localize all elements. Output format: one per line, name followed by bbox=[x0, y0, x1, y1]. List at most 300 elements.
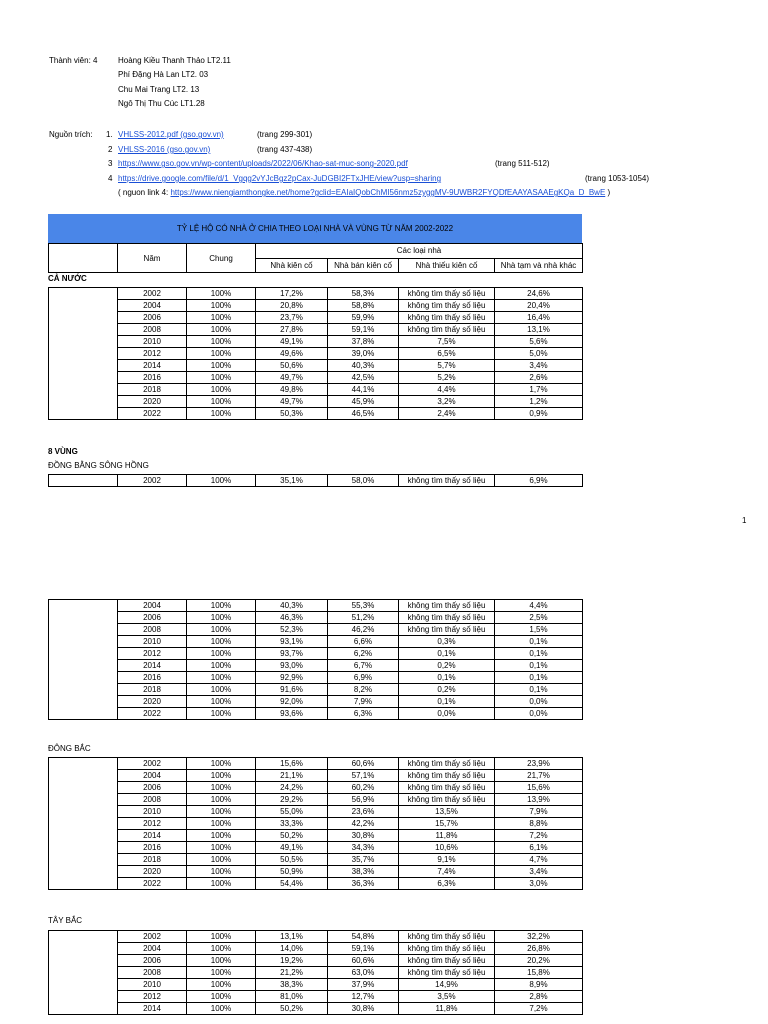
semi-solid-cell: 39,0% bbox=[328, 348, 399, 360]
semi-solid-cell: 60,6% bbox=[328, 758, 399, 770]
total-cell: 100% bbox=[187, 648, 256, 660]
less-solid-cell: 0,1% bbox=[399, 648, 495, 660]
semi-solid-cell: 60,2% bbox=[328, 782, 399, 794]
semi-solid-cell: 37,9% bbox=[328, 979, 399, 991]
table-row bbox=[49, 660, 583, 672]
table-row bbox=[49, 612, 583, 624]
temporary-cell: 6,1% bbox=[495, 842, 583, 854]
semi-solid-cell: 63,0% bbox=[328, 967, 399, 979]
row-blank bbox=[49, 396, 118, 408]
total-cell: 100% bbox=[187, 384, 256, 396]
total-cell: 100% bbox=[187, 672, 256, 684]
solid-cell: 50,3% bbox=[256, 408, 328, 420]
row-blank bbox=[49, 288, 118, 300]
temporary-cell: 4,4% bbox=[495, 600, 583, 612]
semi-solid-cell: 12,7% bbox=[328, 991, 399, 1003]
table-dbsh bbox=[48, 474, 583, 487]
row-blank bbox=[49, 818, 118, 830]
semi-solid-cell: 46,5% bbox=[328, 408, 399, 420]
table-row bbox=[49, 288, 583, 300]
header-less-solid: Nhà thiếu kiên cố bbox=[399, 259, 495, 273]
table-row bbox=[49, 866, 583, 878]
table-row bbox=[49, 878, 583, 890]
source-note-suffix: ) bbox=[605, 188, 611, 197]
row-blank bbox=[49, 636, 118, 648]
source-pages: (trang 299-301) bbox=[257, 130, 313, 139]
table-row bbox=[49, 396, 583, 408]
total-cell: 100% bbox=[187, 324, 256, 336]
row-blank bbox=[49, 408, 118, 420]
semi-solid-cell: 37,8% bbox=[328, 336, 399, 348]
less-solid-cell: 6,5% bbox=[399, 348, 495, 360]
semi-solid-cell: 59,1% bbox=[328, 943, 399, 955]
total-cell: 100% bbox=[187, 612, 256, 624]
semi-solid-cell: 6,2% bbox=[328, 648, 399, 660]
temporary-cell: 4,7% bbox=[495, 854, 583, 866]
source-pages: (trang 511-512) bbox=[495, 159, 550, 168]
row-blank bbox=[49, 708, 118, 720]
temporary-cell: 21,7% bbox=[495, 770, 583, 782]
less-solid-cell: 13,5% bbox=[399, 806, 495, 818]
table-row bbox=[49, 854, 583, 866]
row-blank bbox=[49, 991, 118, 1003]
row-blank bbox=[49, 624, 118, 636]
temporary-cell: 0,9% bbox=[495, 408, 583, 420]
row-blank bbox=[49, 672, 118, 684]
total-cell: 100% bbox=[187, 408, 256, 420]
solid-cell: 23,7% bbox=[256, 312, 328, 324]
year-cell: 2004 bbox=[118, 943, 187, 955]
row-blank bbox=[49, 600, 118, 612]
table-row bbox=[49, 991, 583, 1003]
header-year: Năm bbox=[118, 244, 187, 273]
table-row bbox=[49, 336, 583, 348]
semi-solid-cell: 58,3% bbox=[328, 288, 399, 300]
total-cell: 100% bbox=[187, 830, 256, 842]
year-cell: 2010 bbox=[118, 336, 187, 348]
temporary-cell: 2,8% bbox=[495, 991, 583, 1003]
less-solid-cell: không tìm thấy số liệu bbox=[399, 312, 495, 324]
sources-label: Nguồn trích: bbox=[49, 130, 93, 139]
total-cell: 100% bbox=[187, 758, 256, 770]
row-blank bbox=[49, 312, 118, 324]
row-blank bbox=[49, 967, 118, 979]
semi-solid-cell: 44,1% bbox=[328, 384, 399, 396]
solid-cell: 40,3% bbox=[256, 600, 328, 612]
table-row bbox=[49, 600, 583, 612]
semi-solid-cell: 51,2% bbox=[328, 612, 399, 624]
section-dong-bac: ĐÔNG BẮC bbox=[48, 744, 91, 753]
less-solid-cell: không tìm thấy số liệu bbox=[399, 612, 495, 624]
table-ca-nuoc bbox=[48, 287, 583, 420]
total-cell: 100% bbox=[187, 636, 256, 648]
solid-cell: 15,6% bbox=[256, 758, 328, 770]
year-cell: 2016 bbox=[118, 842, 187, 854]
total-cell: 100% bbox=[187, 955, 256, 967]
semi-solid-cell: 34,3% bbox=[328, 842, 399, 854]
less-solid-cell: không tìm thấy số liệu bbox=[399, 794, 495, 806]
table-title: TỶ LỆ HỘ CÓ NHÀ Ở CHIA THEO LOẠI NHÀ VÀ VÙNG TỪ NĂM 2002-2022 bbox=[48, 214, 582, 243]
less-solid-cell: không tìm thấy số liệu bbox=[399, 288, 495, 300]
temporary-cell: 0,1% bbox=[495, 648, 583, 660]
less-solid-cell: 4,4% bbox=[399, 384, 495, 396]
solid-cell: 52,3% bbox=[256, 624, 328, 636]
row-blank bbox=[49, 300, 118, 312]
less-solid-cell: không tìm thấy số liệu bbox=[399, 943, 495, 955]
temporary-cell: 23,9% bbox=[495, 758, 583, 770]
less-solid-cell: 7,4% bbox=[399, 866, 495, 878]
page-number: 1 bbox=[742, 516, 747, 525]
total-cell: 100% bbox=[187, 348, 256, 360]
temporary-cell: 0,0% bbox=[495, 708, 583, 720]
semi-solid-cell: 59,1% bbox=[328, 324, 399, 336]
year-cell: 2012 bbox=[118, 818, 187, 830]
semi-solid-cell: 58,8% bbox=[328, 300, 399, 312]
source-number: 3 bbox=[108, 159, 113, 168]
year-cell: 2022 bbox=[118, 878, 187, 890]
temporary-cell: 7,9% bbox=[495, 806, 583, 818]
row-blank bbox=[49, 1003, 118, 1015]
solid-cell: 93,0% bbox=[256, 660, 328, 672]
total-cell: 100% bbox=[187, 360, 256, 372]
source-link[interactable]: https://www.gso.gov.vn/wp-content/uploads/2022/06/Khao-sat-muc-song-2020.pdf bbox=[118, 159, 408, 168]
row-blank bbox=[49, 475, 118, 487]
temporary-cell: 0,1% bbox=[495, 636, 583, 648]
temporary-cell: 15,8% bbox=[495, 967, 583, 979]
year-cell: 2012 bbox=[118, 648, 187, 660]
year-cell: 2012 bbox=[118, 348, 187, 360]
year-cell: 2014 bbox=[118, 660, 187, 672]
semi-solid-cell: 60,6% bbox=[328, 955, 399, 967]
solid-cell: 20,8% bbox=[256, 300, 328, 312]
table-row bbox=[49, 794, 583, 806]
semi-solid-cell: 6,7% bbox=[328, 660, 399, 672]
solid-cell: 92,0% bbox=[256, 696, 328, 708]
row-blank bbox=[49, 842, 118, 854]
year-cell: 2002 bbox=[118, 758, 187, 770]
total-cell: 100% bbox=[187, 660, 256, 672]
table-row bbox=[49, 758, 583, 770]
less-solid-cell: 11,8% bbox=[399, 830, 495, 842]
source-pages: (trang 1053-1054) bbox=[585, 174, 650, 183]
semi-solid-cell: 46,2% bbox=[328, 624, 399, 636]
table-tay-bac bbox=[48, 930, 583, 1015]
row-blank bbox=[49, 372, 118, 384]
temporary-cell: 1,5% bbox=[495, 624, 583, 636]
semi-solid-cell: 55,3% bbox=[328, 600, 399, 612]
semi-solid-cell: 30,8% bbox=[328, 1003, 399, 1015]
header-total: Chung bbox=[187, 244, 256, 273]
source-number: 1. bbox=[106, 130, 113, 139]
total-cell: 100% bbox=[187, 696, 256, 708]
header-temporary: Nhà tạm và nhà khác bbox=[495, 259, 583, 273]
semi-solid-cell: 6,3% bbox=[328, 708, 399, 720]
semi-solid-cell: 30,8% bbox=[328, 830, 399, 842]
solid-cell: 27,8% bbox=[256, 324, 328, 336]
temporary-cell: 0,1% bbox=[495, 684, 583, 696]
less-solid-cell: 9,1% bbox=[399, 854, 495, 866]
header-semi-solid: Nhà bán kiên cố bbox=[328, 259, 399, 273]
semi-solid-cell: 42,5% bbox=[328, 372, 399, 384]
solid-cell: 49,7% bbox=[256, 372, 328, 384]
solid-cell: 13,1% bbox=[256, 931, 328, 943]
row-blank bbox=[49, 854, 118, 866]
total-cell: 100% bbox=[187, 624, 256, 636]
row-blank bbox=[49, 830, 118, 842]
table-row bbox=[49, 842, 583, 854]
less-solid-cell: không tìm thấy số liệu bbox=[399, 475, 495, 487]
solid-cell: 35,1% bbox=[256, 475, 328, 487]
solid-cell: 21,2% bbox=[256, 967, 328, 979]
year-cell: 2018 bbox=[118, 854, 187, 866]
temporary-cell: 8,9% bbox=[495, 979, 583, 991]
table-row bbox=[49, 943, 583, 955]
solid-cell: 49,7% bbox=[256, 396, 328, 408]
semi-solid-cell: 54,8% bbox=[328, 931, 399, 943]
solid-cell: 93,7% bbox=[256, 648, 328, 660]
less-solid-cell: 6,3% bbox=[399, 878, 495, 890]
table-row bbox=[49, 782, 583, 794]
less-solid-cell: 0,2% bbox=[399, 684, 495, 696]
year-cell: 2020 bbox=[118, 396, 187, 408]
member-name: Hoàng Kiều Thanh Thảo LT2.11 bbox=[118, 56, 231, 65]
less-solid-cell: không tìm thấy số liệu bbox=[399, 600, 495, 612]
table-row bbox=[49, 312, 583, 324]
semi-solid-cell: 6,6% bbox=[328, 636, 399, 648]
year-cell: 2018 bbox=[118, 384, 187, 396]
year-cell: 2022 bbox=[118, 408, 187, 420]
temporary-cell: 13,1% bbox=[495, 324, 583, 336]
temporary-cell: 7,2% bbox=[495, 1003, 583, 1015]
temporary-cell: 16,4% bbox=[495, 312, 583, 324]
row-blank bbox=[49, 782, 118, 794]
temporary-cell: 0,1% bbox=[495, 660, 583, 672]
semi-solid-cell: 57,1% bbox=[328, 770, 399, 782]
section-tay-bac: TÂY BẮC bbox=[48, 916, 83, 925]
year-cell: 2004 bbox=[118, 770, 187, 782]
row-blank bbox=[49, 979, 118, 991]
solid-cell: 50,2% bbox=[256, 1003, 328, 1015]
year-cell: 2014 bbox=[118, 360, 187, 372]
table-row bbox=[49, 696, 583, 708]
row-blank bbox=[49, 794, 118, 806]
temporary-cell: 20,4% bbox=[495, 300, 583, 312]
total-cell: 100% bbox=[187, 866, 256, 878]
solid-cell: 92,9% bbox=[256, 672, 328, 684]
row-blank bbox=[49, 931, 118, 943]
semi-solid-cell: 23,6% bbox=[328, 806, 399, 818]
source-note bbox=[118, 188, 610, 197]
less-solid-cell: 5,7% bbox=[399, 360, 495, 372]
less-solid-cell: không tìm thấy số liệu bbox=[399, 967, 495, 979]
row-blank bbox=[49, 878, 118, 890]
year-cell: 2006 bbox=[118, 955, 187, 967]
total-cell: 100% bbox=[187, 312, 256, 324]
total-cell: 100% bbox=[187, 931, 256, 943]
temporary-cell: 2,5% bbox=[495, 612, 583, 624]
total-cell: 100% bbox=[187, 396, 256, 408]
less-solid-cell: 7,5% bbox=[399, 336, 495, 348]
solid-cell: 93,1% bbox=[256, 636, 328, 648]
solid-cell: 46,3% bbox=[256, 612, 328, 624]
solid-cell: 24,2% bbox=[256, 782, 328, 794]
solid-cell: 55,0% bbox=[256, 806, 328, 818]
less-solid-cell: 0,3% bbox=[399, 636, 495, 648]
table-row bbox=[49, 830, 583, 842]
less-solid-cell: 15,7% bbox=[399, 818, 495, 830]
table-row bbox=[49, 300, 583, 312]
semi-solid-cell: 38,3% bbox=[328, 866, 399, 878]
year-cell: 2018 bbox=[118, 684, 187, 696]
total-cell: 100% bbox=[187, 684, 256, 696]
less-solid-cell: không tìm thấy số liệu bbox=[399, 955, 495, 967]
temporary-cell: 0,1% bbox=[495, 672, 583, 684]
solid-cell: 19,2% bbox=[256, 955, 328, 967]
header-house-types: Các loại nhà bbox=[256, 244, 583, 259]
less-solid-cell: không tìm thấy số liệu bbox=[399, 624, 495, 636]
semi-solid-cell: 56,9% bbox=[328, 794, 399, 806]
temporary-cell: 15,6% bbox=[495, 782, 583, 794]
table-row bbox=[49, 360, 583, 372]
table-row bbox=[49, 684, 583, 696]
solid-cell: 50,2% bbox=[256, 830, 328, 842]
member-name: Phí Đặng Hà Lan LT2. 03 bbox=[118, 70, 209, 79]
year-cell: 2006 bbox=[118, 312, 187, 324]
row-blank bbox=[49, 758, 118, 770]
total-cell: 100% bbox=[187, 288, 256, 300]
less-solid-cell: 2,4% bbox=[399, 408, 495, 420]
temporary-cell: 5,0% bbox=[495, 348, 583, 360]
source-link[interactable]: https://drive.google.com/file/d/1_Vgqg2vYJcBgz2pCax-JuDGBI2FTxJHE/view?usp=sharing bbox=[118, 174, 442, 183]
table-row bbox=[49, 636, 583, 648]
temporary-cell: 5,6% bbox=[495, 336, 583, 348]
members-label: Thành viên: 4 bbox=[49, 56, 98, 65]
less-solid-cell: không tìm thấy số liệu bbox=[399, 758, 495, 770]
year-cell: 2002 bbox=[118, 288, 187, 300]
solid-cell: 49,6% bbox=[256, 348, 328, 360]
total-cell: 100% bbox=[187, 708, 256, 720]
solid-cell: 49,1% bbox=[256, 842, 328, 854]
row-blank bbox=[49, 384, 118, 396]
temporary-cell: 6,9% bbox=[495, 475, 583, 487]
year-cell: 2010 bbox=[118, 636, 187, 648]
source-link[interactable]: VHLSS-2012.pdf (gso.gov.vn) bbox=[118, 130, 224, 139]
year-cell: 2014 bbox=[118, 830, 187, 842]
solid-cell: 49,8% bbox=[256, 384, 328, 396]
temporary-cell: 20,2% bbox=[495, 955, 583, 967]
table-row bbox=[49, 624, 583, 636]
table-header bbox=[48, 243, 583, 273]
less-solid-cell: 0,0% bbox=[399, 708, 495, 720]
table-dbsh-continued bbox=[48, 599, 583, 720]
source-link[interactable]: VHLSS-2016 (gso.gov.vn) bbox=[118, 145, 211, 154]
total-cell: 100% bbox=[187, 943, 256, 955]
table-row bbox=[49, 1003, 583, 1015]
table-row bbox=[49, 672, 583, 684]
total-cell: 100% bbox=[187, 979, 256, 991]
total-cell: 100% bbox=[187, 475, 256, 487]
table-row bbox=[49, 324, 583, 336]
solid-cell: 93,6% bbox=[256, 708, 328, 720]
table-row bbox=[49, 648, 583, 660]
table-row bbox=[49, 931, 583, 943]
year-cell: 2014 bbox=[118, 1003, 187, 1015]
solid-cell: 17,2% bbox=[256, 288, 328, 300]
table-row bbox=[49, 348, 583, 360]
semi-solid-cell: 45,9% bbox=[328, 396, 399, 408]
row-blank bbox=[49, 336, 118, 348]
total-cell: 100% bbox=[187, 878, 256, 890]
total-cell: 100% bbox=[187, 372, 256, 384]
year-cell: 2008 bbox=[118, 794, 187, 806]
less-solid-cell: 3,2% bbox=[399, 396, 495, 408]
temporary-cell: 3,4% bbox=[495, 360, 583, 372]
semi-solid-cell: 35,7% bbox=[328, 854, 399, 866]
total-cell: 100% bbox=[187, 336, 256, 348]
solid-cell: 14,0% bbox=[256, 943, 328, 955]
section-dbsh: ĐỒNG BẰNG SÔNG HỒNG bbox=[48, 461, 149, 470]
solid-cell: 21,1% bbox=[256, 770, 328, 782]
table-row bbox=[49, 708, 583, 720]
total-cell: 100% bbox=[187, 600, 256, 612]
temporary-cell: 1,7% bbox=[495, 384, 583, 396]
section-8-vung: 8 VÙNG bbox=[48, 447, 78, 456]
solid-cell: 29,2% bbox=[256, 794, 328, 806]
year-cell: 2004 bbox=[118, 300, 187, 312]
row-blank bbox=[49, 943, 118, 955]
table-row bbox=[49, 967, 583, 979]
temporary-cell: 0,0% bbox=[495, 696, 583, 708]
total-cell: 100% bbox=[187, 1003, 256, 1015]
semi-solid-cell: 6,9% bbox=[328, 672, 399, 684]
year-cell: 2020 bbox=[118, 866, 187, 878]
table-row bbox=[49, 384, 583, 396]
semi-solid-cell: 59,9% bbox=[328, 312, 399, 324]
solid-cell: 54,4% bbox=[256, 878, 328, 890]
temporary-cell: 3,4% bbox=[495, 866, 583, 878]
header-solid: Nhà kiên cố bbox=[256, 259, 328, 273]
source-note-prefix: ( nguon link 4: bbox=[118, 188, 171, 197]
table-row bbox=[49, 955, 583, 967]
total-cell: 100% bbox=[187, 806, 256, 818]
source-note-link[interactable]: https://www.niengiamthongke.net/home?gclid=EAIaIQobChMI56nmz5zyggMV-9UWBR2FYQDfEAAYASAAEgKQa_D_BwE bbox=[170, 188, 606, 197]
solid-cell: 38,3% bbox=[256, 979, 328, 991]
row-blank bbox=[49, 360, 118, 372]
less-solid-cell: 0,2% bbox=[399, 660, 495, 672]
solid-cell: 50,5% bbox=[256, 854, 328, 866]
year-cell: 2010 bbox=[118, 979, 187, 991]
year-cell: 2008 bbox=[118, 624, 187, 636]
less-solid-cell: không tìm thấy số liệu bbox=[399, 931, 495, 943]
temporary-cell: 24,6% bbox=[495, 288, 583, 300]
row-blank bbox=[49, 696, 118, 708]
member-name: Chu Mai Trang LT2. 13 bbox=[118, 85, 200, 94]
temporary-cell: 3,0% bbox=[495, 878, 583, 890]
less-solid-cell: 3,5% bbox=[399, 991, 495, 1003]
semi-solid-cell: 36,3% bbox=[328, 878, 399, 890]
less-solid-cell: không tìm thấy số liệu bbox=[399, 300, 495, 312]
less-solid-cell: 5,2% bbox=[399, 372, 495, 384]
member-name: Ngô Thị Thu Cúc LT1.28 bbox=[118, 99, 205, 108]
total-cell: 100% bbox=[187, 967, 256, 979]
temporary-cell: 8,8% bbox=[495, 818, 583, 830]
row-blank bbox=[49, 648, 118, 660]
temporary-cell: 7,2% bbox=[495, 830, 583, 842]
year-cell: 2002 bbox=[118, 931, 187, 943]
source-number: 4 bbox=[108, 174, 113, 183]
source-number: 2 bbox=[108, 145, 113, 154]
total-cell: 100% bbox=[187, 818, 256, 830]
